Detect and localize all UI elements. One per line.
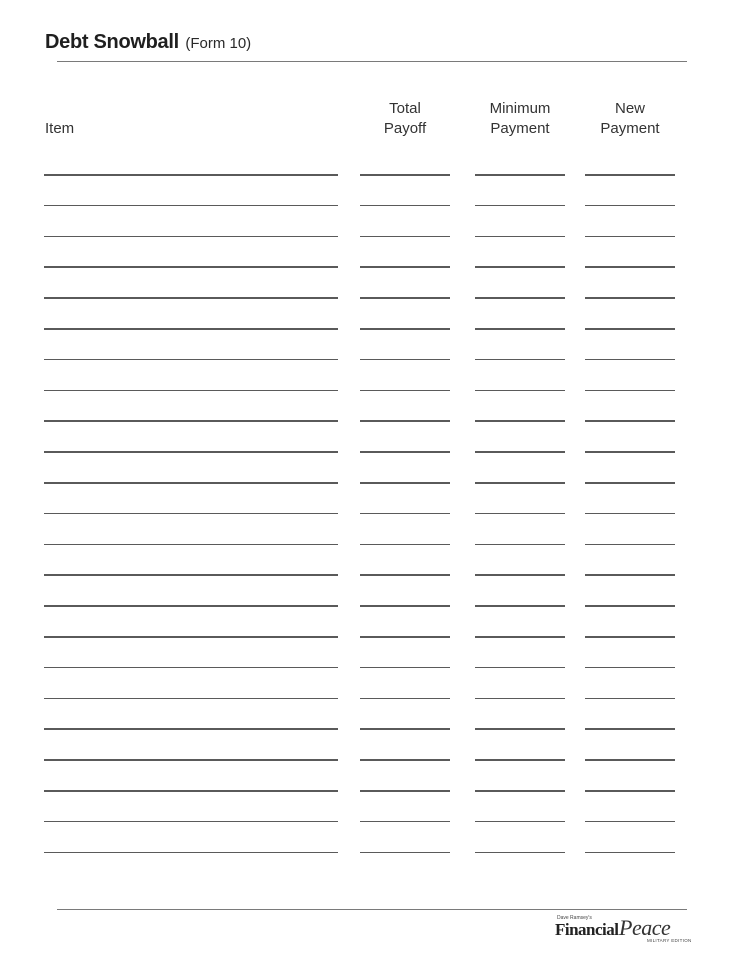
item-field[interactable] bbox=[44, 390, 338, 392]
minimum-payment-field[interactable] bbox=[475, 605, 565, 607]
column-header-item-label: Item bbox=[45, 120, 75, 137]
new-payment-field[interactable] bbox=[585, 482, 675, 484]
new-payment-field[interactable] bbox=[585, 698, 675, 700]
minimum-payment-field[interactable] bbox=[475, 544, 565, 546]
logo-brand-peace: Peace bbox=[619, 915, 671, 940]
total-payoff-field[interactable] bbox=[360, 451, 450, 453]
total-payoff-field[interactable] bbox=[360, 759, 450, 761]
minimum-payment-field[interactable] bbox=[475, 821, 565, 823]
total-payoff-field[interactable] bbox=[360, 328, 450, 330]
minimum-payment-field[interactable] bbox=[475, 728, 565, 730]
item-field[interactable] bbox=[44, 297, 338, 299]
new-payment-field[interactable] bbox=[585, 513, 675, 515]
column-header-new-payment bbox=[580, 99, 680, 139]
item-field[interactable] bbox=[44, 574, 338, 576]
minimum-payment-field[interactable] bbox=[475, 667, 565, 669]
minimum-payment-field[interactable] bbox=[475, 205, 565, 207]
total-payoff-field[interactable] bbox=[360, 605, 450, 607]
header-divider bbox=[57, 61, 687, 62]
total-payoff-field[interactable] bbox=[360, 544, 450, 546]
new-payment-field[interactable] bbox=[585, 297, 675, 299]
column-header-total-payoff bbox=[360, 99, 450, 139]
total-payoff-field[interactable] bbox=[360, 821, 450, 823]
total-payoff-field[interactable] bbox=[360, 482, 450, 484]
new-payment-field[interactable] bbox=[585, 636, 675, 638]
item-field[interactable] bbox=[44, 728, 338, 730]
new-payment-field[interactable] bbox=[585, 667, 675, 669]
column-header-item bbox=[45, 119, 74, 139]
column-header-minimum-payment-line2: Payment bbox=[490, 120, 550, 137]
new-payment-field[interactable] bbox=[585, 420, 675, 422]
item-field[interactable] bbox=[44, 544, 338, 546]
total-payoff-field[interactable] bbox=[360, 297, 450, 299]
item-field[interactable] bbox=[44, 328, 338, 330]
total-payoff-field[interactable] bbox=[360, 852, 450, 854]
minimum-payment-field[interactable] bbox=[475, 574, 565, 576]
total-payoff-field[interactable] bbox=[360, 266, 450, 268]
item-field[interactable] bbox=[44, 236, 338, 238]
item-field[interactable] bbox=[44, 174, 338, 176]
minimum-payment-field[interactable] bbox=[475, 236, 565, 238]
total-payoff-field[interactable] bbox=[360, 420, 450, 422]
financial-peace-logo bbox=[555, 915, 692, 945]
total-payoff-field[interactable] bbox=[360, 359, 450, 361]
new-payment-field[interactable] bbox=[585, 451, 675, 453]
logo-byline: Dave Ramsey's bbox=[557, 915, 592, 921]
new-payment-field[interactable] bbox=[585, 574, 675, 576]
total-payoff-field[interactable] bbox=[360, 390, 450, 392]
column-header-minimum-payment-line1: Minimum bbox=[489, 100, 551, 117]
minimum-payment-field[interactable] bbox=[475, 420, 565, 422]
new-payment-field[interactable] bbox=[585, 790, 675, 792]
total-payoff-field[interactable] bbox=[360, 174, 450, 176]
total-payoff-field[interactable] bbox=[360, 790, 450, 792]
new-payment-field[interactable] bbox=[585, 759, 675, 761]
item-field[interactable] bbox=[44, 451, 338, 453]
logo-brand-financial: Financial bbox=[555, 920, 619, 939]
minimum-payment-field[interactable] bbox=[475, 328, 565, 330]
item-field[interactable] bbox=[44, 790, 338, 792]
column-header-minimum-payment bbox=[470, 99, 570, 139]
item-field[interactable] bbox=[44, 667, 338, 669]
item-field[interactable] bbox=[44, 605, 338, 607]
total-payoff-field[interactable] bbox=[360, 728, 450, 730]
column-header-new-payment-line1: New bbox=[614, 100, 645, 117]
new-payment-field[interactable] bbox=[585, 821, 675, 823]
new-payment-field[interactable] bbox=[585, 852, 675, 854]
new-payment-field[interactable] bbox=[585, 728, 675, 730]
item-field[interactable] bbox=[44, 359, 338, 361]
footer-divider bbox=[57, 909, 687, 910]
minimum-payment-field[interactable] bbox=[475, 297, 565, 299]
logo-edition: MILITARY EDITION bbox=[647, 938, 692, 943]
new-payment-field[interactable] bbox=[585, 236, 675, 238]
minimum-payment-field[interactable] bbox=[475, 359, 565, 361]
minimum-payment-field[interactable] bbox=[475, 698, 565, 700]
minimum-payment-field[interactable] bbox=[475, 390, 565, 392]
new-payment-field[interactable] bbox=[585, 205, 675, 207]
minimum-payment-field[interactable] bbox=[475, 482, 565, 484]
column-header-total-payoff-line2: Payoff bbox=[383, 120, 427, 137]
total-payoff-field[interactable] bbox=[360, 698, 450, 700]
minimum-payment-field[interactable] bbox=[475, 266, 565, 268]
item-field[interactable] bbox=[44, 821, 338, 823]
column-header-total-payoff-line1: Total bbox=[389, 100, 421, 117]
new-payment-field[interactable] bbox=[585, 359, 675, 361]
minimum-payment-field[interactable] bbox=[475, 790, 565, 792]
minimum-payment-field[interactable] bbox=[475, 636, 565, 638]
item-field[interactable] bbox=[44, 513, 338, 515]
new-payment-field[interactable] bbox=[585, 390, 675, 392]
minimum-payment-field[interactable] bbox=[475, 513, 565, 515]
item-field[interactable] bbox=[44, 636, 338, 638]
item-field[interactable] bbox=[44, 420, 338, 422]
total-payoff-field[interactable] bbox=[360, 236, 450, 238]
new-payment-field[interactable] bbox=[585, 605, 675, 607]
new-payment-field[interactable] bbox=[585, 328, 675, 330]
item-field[interactable] bbox=[44, 205, 338, 207]
item-field[interactable] bbox=[44, 482, 338, 484]
minimum-payment-field[interactable] bbox=[475, 451, 565, 453]
item-field[interactable] bbox=[44, 266, 338, 268]
form-title bbox=[45, 31, 251, 54]
column-header-new-payment-line2: Payment bbox=[600, 120, 660, 137]
total-payoff-field[interactable] bbox=[360, 636, 450, 638]
total-payoff-field[interactable] bbox=[360, 205, 450, 207]
item-field[interactable] bbox=[44, 698, 338, 700]
new-payment-field[interactable] bbox=[585, 266, 675, 268]
total-payoff-field[interactable] bbox=[360, 513, 450, 515]
form-title-main: Debt Snowball bbox=[45, 31, 179, 53]
total-payoff-field[interactable] bbox=[360, 667, 450, 669]
new-payment-field[interactable] bbox=[585, 544, 675, 546]
minimum-payment-field[interactable] bbox=[475, 852, 565, 854]
item-field[interactable] bbox=[44, 852, 338, 854]
total-payoff-field[interactable] bbox=[360, 574, 450, 576]
new-payment-field[interactable] bbox=[585, 174, 675, 176]
minimum-payment-field[interactable] bbox=[475, 174, 565, 176]
form-title-subtitle: (Form 10) bbox=[185, 35, 252, 52]
item-field[interactable] bbox=[44, 759, 338, 761]
minimum-payment-field[interactable] bbox=[475, 759, 565, 761]
